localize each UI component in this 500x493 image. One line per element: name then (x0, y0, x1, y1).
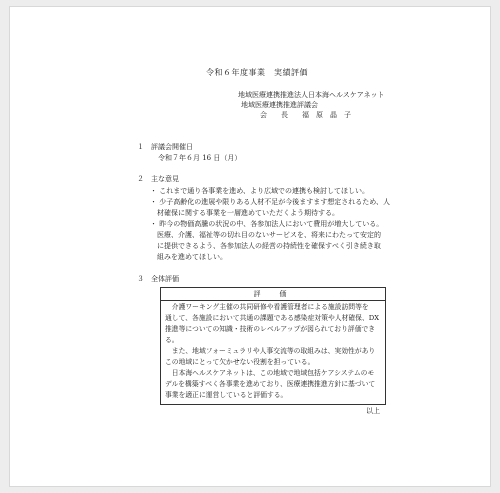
council-name: 地域医療連携推進評議会 (241, 101, 318, 109)
chairperson: 会 長 福 原 晶 子 (260, 111, 351, 119)
opinion-line: 組みを進めてほしい。 (150, 253, 227, 261)
evaluation-line: この地域にとって欠かせない役割を担っている。 (165, 358, 315, 366)
evaluation-line: 事業を適正に運営していると評価する。 (165, 391, 288, 399)
evaluation-box-header: 評 価 (161, 288, 385, 301)
org-name: 地域医療連携推進法人日本海ヘルスケアネット (238, 91, 385, 99)
opinion-line: に提供できるよう、各参加法人の経営の持続性を確保すべく引き続き取 (150, 242, 381, 250)
evaluation-line: る。 (165, 336, 179, 344)
opinion-line: 医療、介護、福祉等の切れ目のないサービスを、将来にわたって安定的 (150, 231, 381, 239)
page-title: 令和６年度事業 実績評価 (206, 68, 308, 77)
section3-heading: ３ 全体評価 (137, 275, 179, 283)
evaluation-box (160, 287, 386, 405)
evaluation-line: 介護ワーキング主催の共同研修や看護管理者による施設訪問等を (165, 303, 369, 311)
opinion-line: ・ これまで通り各事業を進め、より広域での連携も検討してほしい。 (150, 187, 369, 195)
evaluation-line: 通して、各施設において共通の課題である感染症対策や人材確保、DX (165, 314, 380, 322)
section1-heading: １ 評議会開催日 (137, 143, 193, 151)
document-page (9, 6, 491, 487)
meeting-date: 令和７年６月 16 日（月） (158, 154, 242, 162)
evaluation-line: 推進等についての知識・技術のレベルアップが図られており評価でき (165, 325, 376, 333)
evaluation-line: また、地域フォーミュラリや人事交流等の取組みは、実効性があり (165, 347, 376, 355)
opinion-line: ・ 少子高齢化の進展や限りある人材不足が今後ますます想定されるため、人 (150, 198, 390, 206)
evaluation-line: 日本海ヘルスケアネットは、この地域で地域包括ケアシステムのモ (165, 369, 375, 377)
closing-mark: 以上 (366, 407, 380, 415)
evaluation-line: デルを構築すべく各事業を進めており、医療連携推進方針に基づいて (165, 380, 376, 388)
section2-heading: ２ 主な意見 (137, 175, 179, 183)
opinion-line: 材確保に関する事業を一層進めていただくよう期待する。 (150, 209, 339, 217)
opinion-line: ・ 昨今の物価高騰の状況の中、各参加法人において費用が増大している。 (150, 220, 384, 228)
